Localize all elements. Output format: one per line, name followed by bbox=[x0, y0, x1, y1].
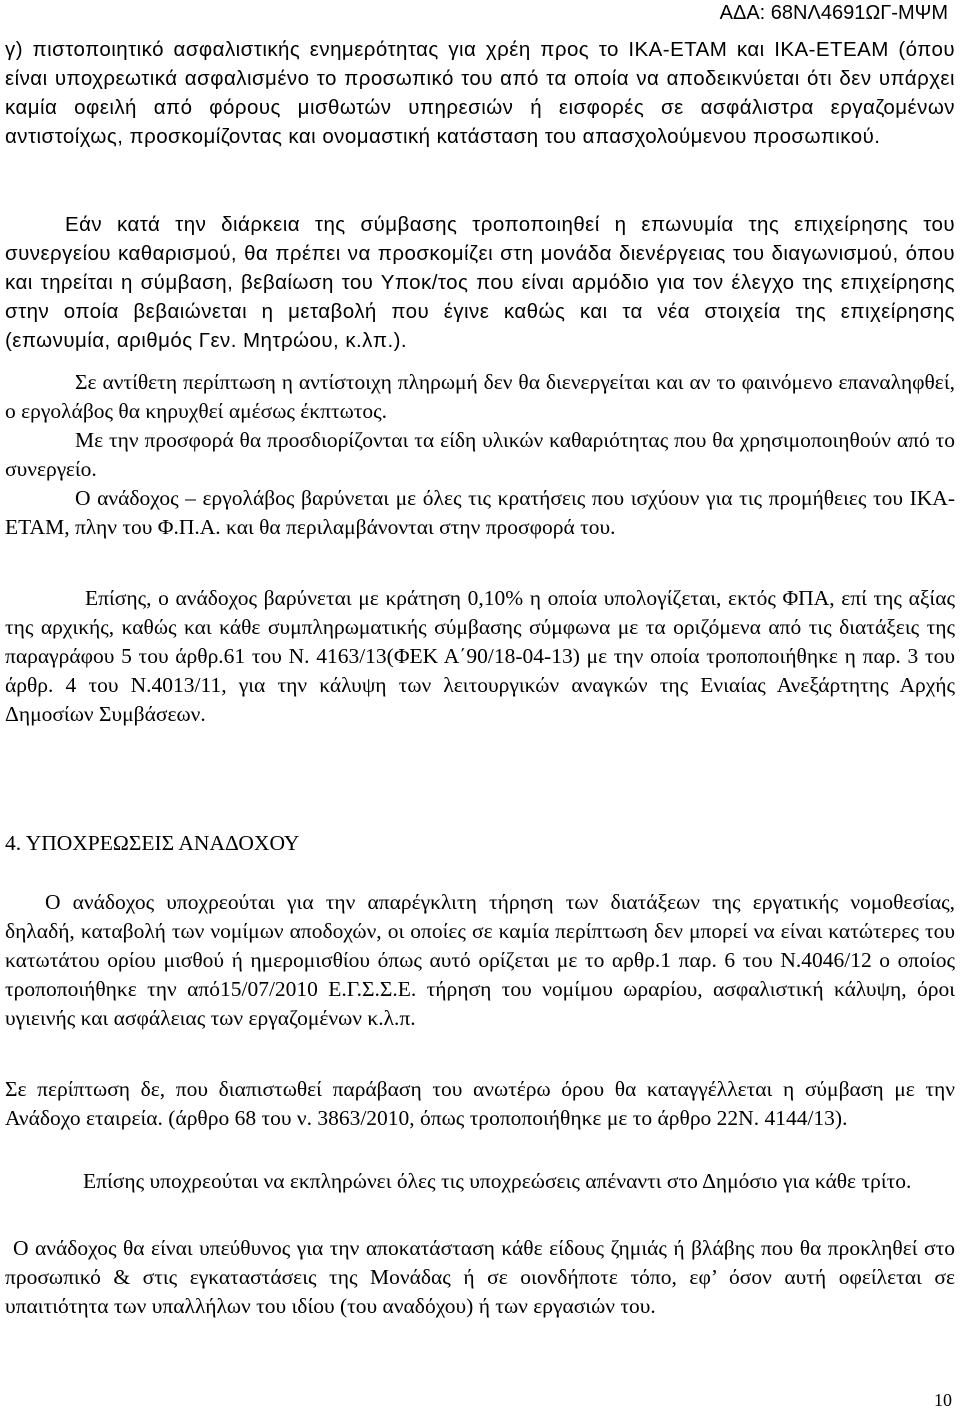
paragraph-obligations: Επίσης υποχρεούται να εκπληρώνει όλες τις υποχρεώσεις απέναντι στο Δημόσιο για κάθε τρίτο. bbox=[83, 1169, 912, 1193]
ada-code: ΑΔΑ: 68ΝΛ4691ΩΓ-ΜΨΜ bbox=[719, 2, 948, 24]
paragraph-name-change: Εάν κατά την διάρκεια της σύμβασης τροποποιηθεί η επωνυμία της επιχείρησης του συνεργείου καθαρισμού, θα πρέπει να προσκομίζει στη μονάδα διενέργειας του διαγωνισμού, όπου και τηρείται η σύμβαση, βεβαίωση του Υποκ/τος που είναι αρμόδιο για τον έλεγχο της επιχείρησης στην οποία βεβαιώνεται η μεταβολή που έγινε καθώς και τα νέα στοιχεία της επιχείρησης (επωνυμία, αριθμός Γεν. Μητρώου, κ.λπ.). bbox=[5, 213, 955, 352]
paragraph-damages: Ο ανάδοχος θα είναι υπεύθυνος για την αποκατάσταση κάθε είδους ζημιάς ή βλάβης που θα προκληθεί στο προσωπικό & στις εγκαταστάσεις της Μονάδας ή σε οιονδήποτε τόπο, εφ’ όσον αυτή οφείλεται σε υπαιτιότητα των υπαλλήλων του ιδίου (του αναδόχου) ή των εργασιών του. bbox=[5, 1236, 955, 1318]
paragraph-deductions: Ο ανάδοχος – εργολάβος βαρύνεται με όλες τις κρατήσεις που ισχύουν για τις προμήθειες του ΙΚΑ-ΕΤΑΜ, πλην του Φ.Π.Α. και θα περιλαμβάνονται στην προσφορά του. bbox=[5, 486, 955, 539]
paragraph-payment-default: Σε αντίθετη περίπτωση η αντίστοιχη πληρωμή δεν θα διενεργείται και αν το φαινόμενο επαναληφθεί, ο εργολάβος θα κηρυχθεί αμέσως έκπτωτος. bbox=[5, 370, 955, 423]
section-heading: 4. ΥΠΟΧΡΕΩΣΕΙΣ ΑΝΑΔΟΧΟΥ bbox=[5, 831, 300, 855]
page-number: 10 bbox=[934, 1390, 952, 1410]
paragraph-labour-law: Ο ανάδοχος υποχρεούται για την απαρέγκλιτη τήρηση των διατάξεων της εργατικής νομοθεσίας, δηλαδή, καταβολή των νομίμων αποδοχών, οι οποίες σε καμία περίπτωση δεν μπορεί να είναι κατώτερες του κατωτάτου ορίου μισθού ή ημερομισθίου όπως αυτό ορίζεται με το αρθρ.1 παρ. 6 του Ν.4046/12 ο οποίος τροποποιήθηκε την από15/07/2010 Ε.Γ.Σ.Σ.Ε. τήρηση του νομίμου ωραρίου, ασφαλιστική κάλυψη, όροι υγιεινής και ασφάλειας των εργαζομένων κ.λ.π. bbox=[5, 890, 955, 1030]
paragraph-certificate: γ) πιστοποιητικό ασφαλιστικής ενημερότητας για χρέη προς το ΙΚΑ-ΕΤΑΜ και ΙΚΑ-ΕΤΕΑΜ (όπου είναι υποχρεωτικά ασφαλισμένο το προσωπικό του από τα οποία να αποδεικνύεται ότι δεν υπάρχει καμία οφειλή από φόρους μισθωτών υπηρεσιών ή εισφορές σε ασφάλιστρα εργαζομένων αντιστοίχως, προσκομίζοντας και ονομαστική κατάσταση του απασχολούμενου προσωπικού. bbox=[5, 38, 955, 148]
paragraph-breach: Σε περίπτωση δε, που διαπιστωθεί παράβαση του ανωτέρω όρου θα καταγγέλλεται η σύμβαση με την Ανάδοχο εταιρεία. (άρθρο 68 του ν. 3863/2010, όπως τροποποιήθηκε με το άρθρο 22Ν. 4144/13). bbox=[5, 1077, 955, 1130]
paragraph-cleaning-materials: Με την προσφορά θα προσδιορίζονται τα είδη υλικών καθαριότητας που θα χρησιμοποιηθούν από το συνεργείο. bbox=[5, 428, 955, 481]
paragraph-withholding: Επίσης, ο ανάδοχος βαρύνεται με κράτηση 0,10% η οποία υπολογίζεται, εκτός ΦΠΑ, επί της αξίας της αρχικής, καθώς και κάθε συμπληρωματικής σύμβασης σύμφωνα με τα οριζόμενα από τις διατάξεις της παραγράφου 5 του άρθρ.61 του Ν. 4163/13(ΦΕΚ Α΄90/18-04-13) με την οποία τροποποιήθηκε η παρ. 3 του άρθρ. 4 του Ν.4013/11, για την κάλυψη των λειτουργικών αναγκών της Ενιαίας Ανεξάρτητης Αρχής Δημοσίων Συμβάσεων. bbox=[5, 586, 955, 726]
